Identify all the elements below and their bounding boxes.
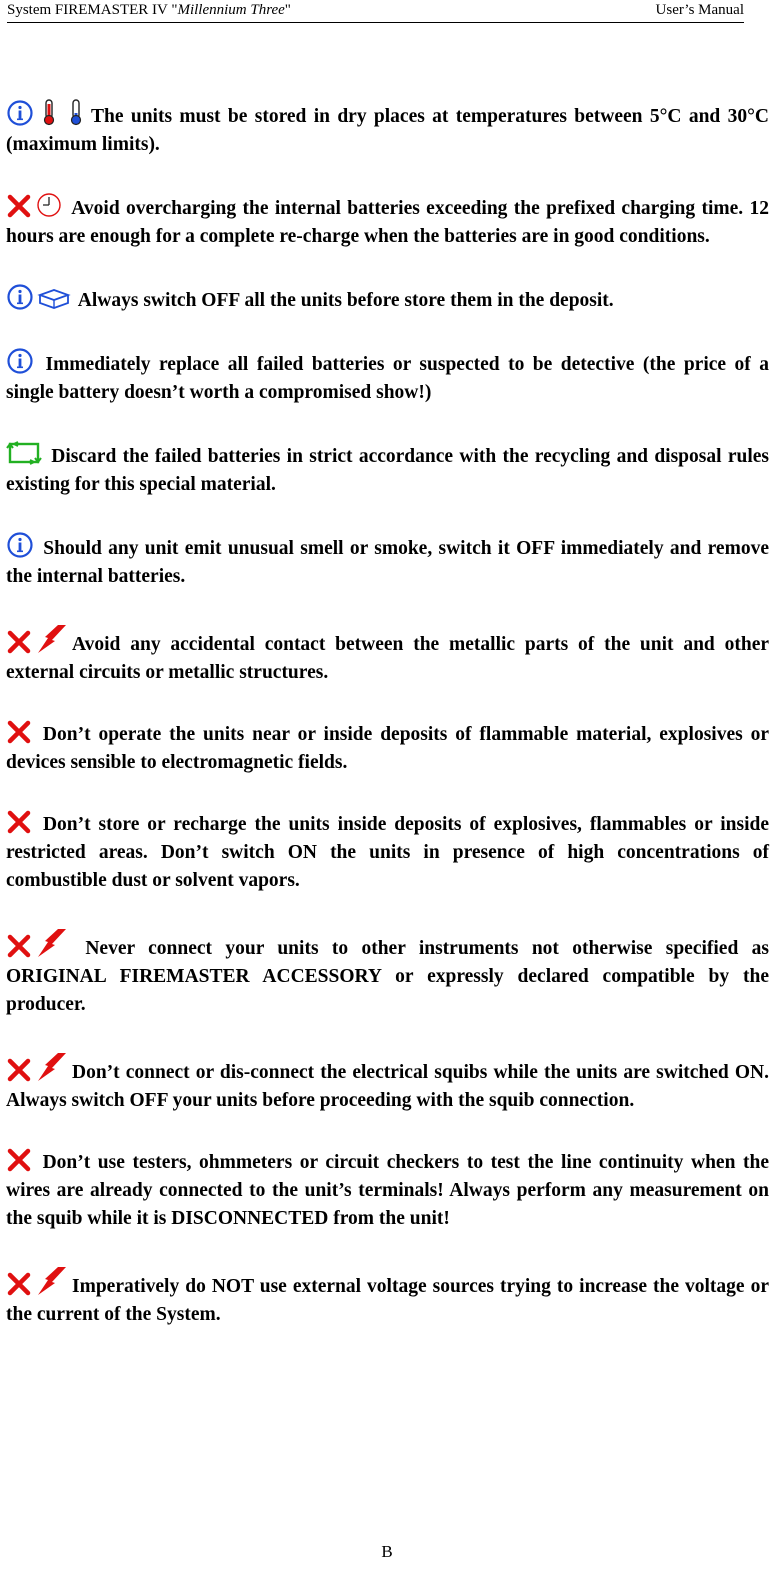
safety-paragraph — [6, 348, 769, 407]
header-manual: User’s Manual — [655, 2, 744, 18]
safety-paragraph — [6, 1148, 769, 1233]
paragraph-text: Immediately replace all failed batteries or suspected to be detective (the price of a single battery doesn’t worth a compromised show!) — [6, 354, 769, 403]
cross-icon — [6, 1272, 32, 1296]
safety-paragraph — [6, 532, 769, 591]
safety-paragraph — [6, 624, 769, 687]
paragraph-text: Don’t store or recharge the units inside deposits of explosives, flammables or inside restricted areas. Don’t switch ON the units in presence of high concentrations of combustible dust or solvent vapors. — [6, 814, 769, 891]
lightning-icon — [35, 1052, 69, 1082]
safety-paragraph — [6, 810, 769, 895]
safety-instructions — [6, 98, 769, 1329]
info-icon — [6, 532, 34, 558]
paragraph-text: Avoid overcharging the internal batteries exceeding the prefixed charging time. 12 hours are enough for a complete re-charge when the batteries are in good conditions. — [6, 198, 769, 247]
page-number: B — [381, 1542, 393, 1561]
paragraph-text: Discard the failed batteries in strict accordance with the recycling and disposal rules existing for this special material. — [6, 446, 769, 495]
recycle-icon — [6, 440, 42, 466]
cross-icon — [6, 810, 32, 834]
thermometer-high-icon — [37, 98, 61, 126]
info-icon — [6, 100, 34, 126]
paragraph-text: The units must be stored in dry places at temperatures between 5°C and 30°C (maximum limits). — [6, 106, 769, 155]
safety-paragraph — [6, 720, 769, 777]
paragraph-text: Never connect your units to other instruments not otherwise specified as ORIGINAL FIREMASTER ACCESSORY or expressly declared compatible by the producer. — [6, 938, 769, 1015]
safety-paragraph — [6, 98, 769, 159]
safety-paragraph — [6, 192, 769, 251]
thermometer-low-icon — [64, 98, 88, 126]
cross-icon — [6, 630, 32, 654]
paragraph-text: Avoid any accidental contact between the metallic parts of the unit and other external circuits or metallic structures. — [6, 634, 769, 683]
safety-paragraph — [6, 928, 769, 1019]
cross-icon — [6, 720, 32, 744]
lightning-icon — [35, 928, 69, 958]
info-icon — [6, 348, 34, 374]
lightning-icon — [35, 1266, 69, 1296]
paragraph-text: Don’t connect or dis-connect the electrical squibs while the units are switched ON. Always switch OFF your units before proceeding with the squib connection. — [6, 1062, 769, 1111]
paragraph-text: Should any unit emit unusual smell or smoke, switch it OFF immediately and remove the internal batteries. — [6, 538, 769, 587]
lightning-icon — [35, 624, 69, 654]
clock-icon — [35, 192, 63, 218]
cross-icon — [6, 934, 32, 958]
safety-paragraph — [6, 284, 769, 315]
cross-icon — [6, 1058, 32, 1082]
safety-paragraph — [6, 440, 769, 499]
cross-icon — [6, 194, 32, 218]
paragraph-text: Don’t operate the units near or inside deposits of flammable material, explosives or devices sensible to electromagnetic fields. — [6, 724, 769, 773]
page-header — [7, 0, 744, 23]
cross-icon — [6, 1148, 32, 1172]
info-icon — [6, 284, 34, 310]
paragraph-text: Imperatively do NOT use external voltage sources trying to increase the voltage or the current of the System. — [6, 1276, 769, 1325]
safety-paragraph — [6, 1266, 769, 1329]
safety-paragraph — [6, 1052, 769, 1115]
paragraph-text: Don’t use testers, ohmmeters or circuit checkers to test the line continuity when the wires are already connected to the unit’s terminals! Always perform any measurement on the squib while it is DISCONNECTED from the unit! — [6, 1152, 769, 1229]
storage-box-icon — [37, 286, 71, 310]
paragraph-text: Always switch OFF all the units before store them in the deposit. — [74, 290, 614, 311]
header-title: System FIREMASTER IV "Millennium Three" — [7, 2, 291, 18]
